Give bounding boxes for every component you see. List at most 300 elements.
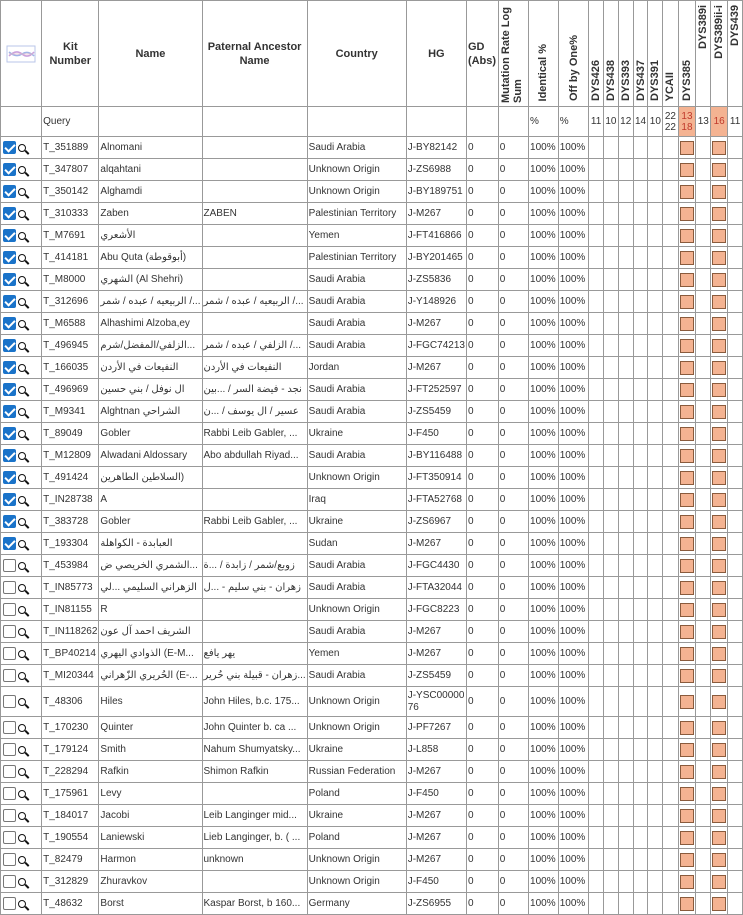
marker-cell [728, 489, 743, 511]
marker-cell [618, 739, 633, 761]
search-icon[interactable] [18, 474, 26, 482]
paternal-ancestor-cell: زهران - بني سليم - ...ل [202, 577, 307, 599]
identical-cell: 100% [529, 577, 559, 599]
gd-cell: 0 [466, 687, 498, 717]
off-by-one-cell: 100% [558, 335, 589, 357]
marker-cell [663, 533, 678, 555]
name-cell: الربيعيه / عبده / شمر /... [99, 291, 202, 313]
marker-cell [728, 643, 743, 665]
marker-cell [663, 893, 678, 915]
marker-header[interactable]: DYS426 [589, 1, 604, 107]
country-cell: Saudi Arabia [307, 313, 406, 335]
row-checkbox[interactable] [3, 361, 16, 374]
row-checkbox[interactable] [3, 449, 16, 462]
search-icon[interactable] [18, 320, 26, 328]
marker-cell [633, 489, 648, 511]
marker-cell [678, 269, 696, 291]
row-select-cell [1, 445, 42, 467]
row-checkbox[interactable] [3, 405, 16, 418]
marker-cell [696, 357, 711, 379]
identical-cell: 100% [529, 687, 559, 717]
search-icon[interactable] [18, 496, 26, 504]
marker-cell [663, 357, 678, 379]
row-checkbox[interactable] [3, 897, 16, 910]
name-cell: A [99, 489, 202, 511]
marker-cell [728, 687, 743, 717]
row-checkbox[interactable] [3, 765, 16, 778]
row-checkbox[interactable] [3, 207, 16, 220]
marker-cell [589, 511, 604, 533]
name-cell: Rafkin [99, 761, 202, 783]
marker-cell [633, 555, 648, 577]
marker-cell [648, 445, 663, 467]
identical-cell: 100% [529, 489, 559, 511]
row-checkbox[interactable] [3, 317, 16, 330]
marker-cell [711, 511, 728, 533]
row-checkbox[interactable] [3, 339, 16, 352]
kit-number-cell: T_IN28738 [42, 489, 99, 511]
search-icon[interactable] [18, 746, 26, 754]
country-cell: Unknown Origin [307, 599, 406, 621]
name-cell: الشمري الخريصي ض... [99, 555, 202, 577]
search-icon[interactable] [18, 408, 26, 416]
row-checkbox[interactable] [3, 141, 16, 154]
hg-cell: J-M267 [406, 313, 466, 335]
row-checkbox[interactable] [3, 515, 16, 528]
search-icon[interactable] [18, 584, 26, 592]
row-checkbox[interactable] [3, 493, 16, 506]
marker-cell [603, 577, 618, 599]
search-icon[interactable] [18, 790, 26, 798]
country-cell: Saudi Arabia [307, 577, 406, 599]
table-row [1, 401, 743, 423]
table-row [1, 761, 743, 783]
search-icon[interactable] [18, 386, 26, 394]
marker-highlight-swatch [680, 897, 694, 911]
marker-cell [589, 225, 604, 247]
marker-cell [663, 621, 678, 643]
gd-cell: 0 [466, 717, 498, 739]
mutation-rate-cell: 0 [498, 445, 528, 467]
off-by-one-header[interactable]: Off by One% [558, 1, 589, 107]
marker-cell [618, 357, 633, 379]
marker-cell [633, 739, 648, 761]
paternal-ancestor-cell [202, 225, 307, 247]
table-row [1, 225, 743, 247]
gd-header[interactable]: GD (Abs) [466, 1, 498, 107]
row-select-cell [1, 893, 42, 915]
row-checkbox[interactable] [3, 743, 16, 756]
search-icon[interactable] [18, 672, 26, 680]
row-checkbox[interactable] [3, 625, 16, 638]
off-by-one-cell: 100% [558, 783, 589, 805]
hg-cell: J-F450 [406, 871, 466, 893]
marker-cell [663, 379, 678, 401]
off-by-one-cell: 100% [558, 225, 589, 247]
search-icon[interactable] [18, 430, 26, 438]
row-select-cell [1, 739, 42, 761]
kit-number-cell: T_170230 [42, 717, 99, 739]
marker-cell [633, 761, 648, 783]
country-cell: Saudi Arabia [307, 137, 406, 159]
table-row [1, 577, 743, 599]
marker-cell [678, 577, 696, 599]
marker-cell [663, 401, 678, 423]
marker-cell [603, 849, 618, 871]
marker-cell [633, 401, 648, 423]
mutation-rate-cell: 0 [498, 761, 528, 783]
search-icon[interactable] [18, 606, 26, 614]
row-checkbox[interactable] [3, 581, 16, 594]
marker-cell [696, 247, 711, 269]
kit-number-header[interactable]: Kit Number [42, 1, 99, 107]
row-checkbox[interactable] [3, 383, 16, 396]
row-checkbox[interactable] [3, 809, 16, 822]
marker-cell [589, 805, 604, 827]
marker-cell [696, 423, 711, 445]
mutation-rate-cell: 0 [498, 717, 528, 739]
hg-cell: J-M267 [406, 805, 466, 827]
marker-cell [663, 739, 678, 761]
search-icon[interactable] [18, 166, 26, 174]
kit-number-cell: T_190554 [42, 827, 99, 849]
hg-cell: J-FTA52768 [406, 489, 466, 511]
name-header[interactable]: Name [99, 1, 202, 107]
kit-number-cell: T_383728 [42, 511, 99, 533]
marker-cell [663, 849, 678, 871]
kit-number-cell: T_179124 [42, 739, 99, 761]
row-checkbox[interactable] [3, 669, 16, 682]
row-select-cell [1, 269, 42, 291]
row-select-cell [1, 621, 42, 643]
marker-cell [711, 379, 728, 401]
marker-cell [678, 467, 696, 489]
marker-cell [711, 555, 728, 577]
marker-cell [728, 423, 743, 445]
marker-cell [728, 555, 743, 577]
marker-cell [603, 687, 618, 717]
marker-cell [603, 467, 618, 489]
marker-cell [589, 621, 604, 643]
search-icon[interactable] [18, 812, 26, 820]
marker-highlight-swatch [680, 809, 694, 823]
name-cell: Jacobi [99, 805, 202, 827]
row-checkbox[interactable] [3, 831, 16, 844]
marker-highlight-swatch [680, 603, 694, 617]
marker-cell [696, 893, 711, 915]
marker-highlight-swatch [712, 207, 726, 221]
marker-cell [696, 687, 711, 717]
identical-cell: 100% [529, 511, 559, 533]
marker-cell [678, 783, 696, 805]
marker-highlight-swatch [712, 695, 726, 709]
marker-cell [589, 313, 604, 335]
kit-number-cell: T_496969 [42, 379, 99, 401]
kit-number-cell: T_184017 [42, 805, 99, 827]
marker-cell [711, 489, 728, 511]
row-checkbox[interactable] [3, 295, 16, 308]
row-checkbox[interactable] [3, 875, 16, 888]
off-by-one-cell: 100% [558, 203, 589, 225]
marker-highlight-swatch [712, 669, 726, 683]
marker-cell [633, 599, 648, 621]
marker-cell [618, 717, 633, 739]
marker-cell [711, 739, 728, 761]
marker-cell [728, 467, 743, 489]
marker-cell [603, 511, 618, 533]
marker-cell [678, 401, 696, 423]
marker-cell [589, 137, 604, 159]
row-checkbox[interactable] [3, 229, 16, 242]
query-marker-value: 10 [603, 107, 618, 137]
country-cell: Yemen [307, 643, 406, 665]
marker-cell [618, 761, 633, 783]
search-icon[interactable] [18, 540, 26, 548]
marker-cell [728, 599, 743, 621]
row-checkbox[interactable] [3, 251, 16, 264]
marker-cell [603, 621, 618, 643]
marker-highlight-swatch [712, 185, 726, 199]
marker-cell [648, 533, 663, 555]
marker-cell [633, 203, 648, 225]
marker-cell [678, 511, 696, 533]
query-marker-value: 11 [728, 107, 743, 137]
hg-cell: J-M267 [406, 621, 466, 643]
marker-header[interactable]: DYS438 [603, 1, 618, 107]
marker-cell [633, 291, 648, 313]
country-cell: Unknown Origin [307, 467, 406, 489]
row-checkbox[interactable] [3, 603, 16, 616]
search-icon[interactable] [18, 562, 26, 570]
name-cell: ال نوفل / بني حسين [99, 379, 202, 401]
off-by-one-cell: 100% [558, 621, 589, 643]
marker-cell [603, 717, 618, 739]
marker-cell [678, 739, 696, 761]
row-checkbox[interactable] [3, 721, 16, 734]
marker-cell [603, 335, 618, 357]
marker-cell [648, 357, 663, 379]
marker-header[interactable]: DYS437 [633, 1, 648, 107]
marker-cell [618, 379, 633, 401]
row-checkbox[interactable] [3, 163, 16, 176]
marker-header[interactable]: DYS393 [618, 1, 633, 107]
marker-header[interactable]: DYS389i [696, 1, 711, 107]
mutation-rate-cell: 0 [498, 739, 528, 761]
kit-number-cell: T_193304 [42, 533, 99, 555]
marker-cell [648, 247, 663, 269]
marker-cell [633, 849, 648, 871]
marker-highlight-swatch [712, 853, 726, 867]
paternal-ancestor-cell: John Quinter b. ca ... [202, 717, 307, 739]
marker-highlight-swatch [712, 405, 726, 419]
gd-cell: 0 [466, 335, 498, 357]
kit-number-cell: T_350142 [42, 181, 99, 203]
marker-cell [696, 467, 711, 489]
search-icon[interactable] [18, 768, 26, 776]
gd-cell: 0 [466, 489, 498, 511]
name-cell: R [99, 599, 202, 621]
kit-number-cell: T_310333 [42, 203, 99, 225]
hg-cell: J-L858 [406, 739, 466, 761]
search-icon[interactable] [18, 724, 26, 732]
search-icon[interactable] [18, 856, 26, 864]
row-select-cell [1, 401, 42, 423]
marker-cell [633, 423, 648, 445]
paternal-ancestor-cell: ZABEN [202, 203, 307, 225]
marker-cell [603, 739, 618, 761]
marker-cell [648, 871, 663, 893]
mutation-rate-cell: 0 [498, 555, 528, 577]
marker-cell [728, 805, 743, 827]
marker-cell [589, 761, 604, 783]
country-cell: Ukraine [307, 805, 406, 827]
paternal-ancestor-header[interactable]: Paternal Ancestor Name [202, 1, 307, 107]
row-checkbox[interactable] [3, 853, 16, 866]
mutation-rate-header[interactable]: Mutation Rate Log Sum [498, 1, 528, 107]
search-icon[interactable] [18, 254, 26, 262]
marker-cell [603, 159, 618, 181]
search-icon[interactable] [18, 900, 26, 908]
marker-cell [711, 225, 728, 247]
hg-cell: J-YSC0000076 [406, 687, 466, 717]
country-cell: Unknown Origin [307, 159, 406, 181]
marker-cell [618, 203, 633, 225]
marker-cell [618, 181, 633, 203]
identical-cell: 100% [529, 379, 559, 401]
search-icon[interactable] [18, 878, 26, 886]
marker-cell [589, 827, 604, 849]
marker-cell [663, 203, 678, 225]
search-icon[interactable] [18, 628, 26, 636]
marker-cell [663, 805, 678, 827]
country-cell: Palestinian Territory [307, 247, 406, 269]
marker-cell [678, 893, 696, 915]
identical-cell: 100% [529, 181, 559, 203]
table-row [1, 849, 743, 871]
marker-highlight-swatch [680, 493, 694, 507]
row-checkbox[interactable] [3, 695, 16, 708]
search-icon[interactable] [18, 232, 26, 240]
search-icon[interactable] [18, 210, 26, 218]
search-icon[interactable] [18, 698, 26, 706]
marker-cell [633, 225, 648, 247]
search-icon[interactable] [18, 452, 26, 460]
marker-cell [589, 739, 604, 761]
search-icon[interactable] [18, 650, 26, 658]
marker-cell [633, 687, 648, 717]
identical-cell: 100% [529, 401, 559, 423]
gd-cell: 0 [466, 357, 498, 379]
row-checkbox[interactable] [3, 787, 16, 800]
row-checkbox[interactable] [3, 647, 16, 660]
row-select-cell [1, 783, 42, 805]
row-checkbox[interactable] [3, 185, 16, 198]
marker-cell [603, 379, 618, 401]
marker-cell [618, 247, 633, 269]
marker-cell [648, 717, 663, 739]
search-icon[interactable] [18, 518, 26, 526]
marker-cell [663, 291, 678, 313]
search-icon[interactable] [18, 144, 26, 152]
marker-highlight-swatch [712, 581, 726, 595]
marker-cell [711, 805, 728, 827]
marker-cell [603, 181, 618, 203]
row-checkbox[interactable] [3, 559, 16, 572]
identical-cell: 100% [529, 849, 559, 871]
marker-header[interactable]: DYS385 [678, 1, 696, 107]
hg-cell: J-ZS6967 [406, 511, 466, 533]
search-icon[interactable] [18, 298, 26, 306]
marker-header[interactable]: YCAII [663, 1, 678, 107]
gd-cell: 0 [466, 827, 498, 849]
search-icon[interactable] [18, 834, 26, 842]
search-icon[interactable] [18, 342, 26, 350]
hg-cell: J-FGC4430 [406, 555, 466, 577]
marker-cell [589, 159, 604, 181]
marker-cell [663, 225, 678, 247]
row-checkbox[interactable] [3, 537, 16, 550]
hg-cell: J-ZS5459 [406, 665, 466, 687]
marker-cell [618, 665, 633, 687]
marker-cell [728, 357, 743, 379]
query-select-cell [1, 107, 42, 137]
marker-cell [663, 137, 678, 159]
country-cell: Unknown Origin [307, 871, 406, 893]
search-icon[interactable] [18, 188, 26, 196]
identical-header[interactable]: Identical % [529, 1, 559, 107]
kit-number-cell: T_312829 [42, 871, 99, 893]
row-checkbox[interactable] [3, 427, 16, 440]
row-select-cell [1, 827, 42, 849]
country-cell: Unknown Origin [307, 849, 406, 871]
marker-cell [663, 687, 678, 717]
marker-highlight-swatch [680, 185, 694, 199]
hg-cell: J-M267 [406, 643, 466, 665]
marker-highlight-swatch [680, 163, 694, 177]
row-checkbox[interactable] [3, 471, 16, 484]
marker-cell [648, 137, 663, 159]
marker-cell [618, 827, 633, 849]
marker-cell [618, 225, 633, 247]
country-cell: Saudi Arabia [307, 269, 406, 291]
marker-cell [603, 761, 618, 783]
row-checkbox[interactable] [3, 273, 16, 286]
hg-header[interactable]: HG [406, 1, 466, 107]
marker-cell [663, 181, 678, 203]
marker-cell [711, 335, 728, 357]
search-icon[interactable] [18, 276, 26, 284]
marker-cell [618, 445, 633, 467]
marker-cell [589, 423, 604, 445]
identical-cell: 100% [529, 739, 559, 761]
kit-number-cell: T_312696 [42, 291, 99, 313]
identical-cell: 100% [529, 203, 559, 225]
marker-cell [603, 871, 618, 893]
marker-cell [648, 687, 663, 717]
hg-cell: J-FTA32044 [406, 577, 466, 599]
search-icon[interactable] [18, 364, 26, 372]
marker-header[interactable]: DYS391 [648, 1, 663, 107]
country-header[interactable]: Country [307, 1, 406, 107]
marker-header[interactable]: DYS439 [728, 1, 743, 107]
marker-cell [711, 849, 728, 871]
country-cell: Saudi Arabia [307, 291, 406, 313]
table-row [1, 893, 743, 915]
marker-highlight-swatch [712, 787, 726, 801]
marker-header[interactable]: DYS389ii-i [711, 1, 728, 107]
marker-cell [711, 357, 728, 379]
marker-cell [696, 137, 711, 159]
